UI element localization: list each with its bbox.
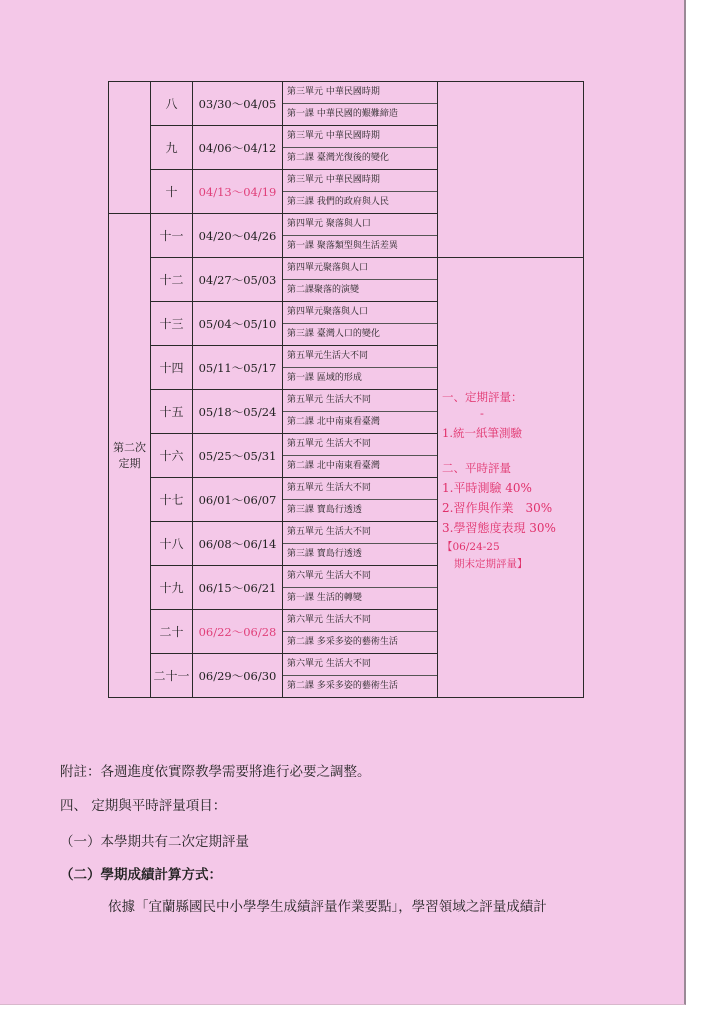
lesson-text: 第二課聚落的演變 xyxy=(287,285,360,295)
unit-text: 第六單元 生活大不同 xyxy=(283,610,437,632)
section-body-text: 依據「宜蘭縣國民中小學學生成績評量作業要點」，學習領域之評量成績計 xyxy=(108,899,547,915)
lesson-text: 第一課 中華民國的艱難締造 xyxy=(287,109,398,119)
lesson-cell xyxy=(283,126,438,170)
assessment-title: 一、定期評量： xyxy=(442,389,523,404)
lesson-text: 第二課 臺灣光復後的變化 xyxy=(287,153,389,163)
date-cell: 05/18～05/24 xyxy=(193,390,283,434)
unit-text: 第四單元 聚落與人口 xyxy=(283,214,437,236)
week-cell: 十二 xyxy=(151,258,193,302)
lesson-text: 第三課 臺灣人口的變化 xyxy=(287,329,380,339)
section-item-1: （一）本學期共有二次定期評量 xyxy=(60,834,249,850)
period-cell-second xyxy=(109,214,151,698)
assessment-dot: - xyxy=(480,405,484,420)
week-cell: 十七 xyxy=(151,478,193,522)
period-label-line1: 第二次 xyxy=(113,440,146,454)
date-cell: 04/06～04/12 xyxy=(193,126,283,170)
unit-text: 第五單元 生活大不同 xyxy=(283,522,437,544)
lesson-cell xyxy=(283,654,438,698)
lesson-cell xyxy=(283,522,438,566)
week-cell: 十三 xyxy=(151,302,193,346)
lesson-cell xyxy=(283,478,438,522)
week-cell: 十一 xyxy=(151,214,193,258)
week-cell: 十六 xyxy=(151,434,193,478)
unit-text: 第五單元 生活大不同 xyxy=(283,478,437,500)
week-cell: 十 xyxy=(151,170,193,214)
lesson-text: 第一課 區域的形成 xyxy=(287,373,362,383)
unit-text: 第四單元聚落與人口 xyxy=(283,302,437,324)
assessment-notes xyxy=(438,385,583,571)
assessment-final-label: 期末定期評量】 xyxy=(454,557,528,570)
lesson-text: 第二課 多采多姿的藝術生活 xyxy=(287,681,398,691)
lesson-cell xyxy=(283,170,438,214)
date-cell: 04/27～05/03 xyxy=(193,258,283,302)
lesson-cell xyxy=(283,434,438,478)
date-cell: 03/30～04/05 xyxy=(193,82,283,126)
section-heading-4: 四、 定期與平時評量項目： xyxy=(60,798,227,814)
date-cell: 06/22～06/28 xyxy=(193,610,283,654)
lesson-text: 第二課 北中南東看臺灣 xyxy=(287,417,380,427)
week-cell: 十五 xyxy=(151,390,193,434)
week-cell: 九 xyxy=(151,126,193,170)
unit-text: 第六單元 生活大不同 xyxy=(283,654,437,676)
date-cell: 06/15～06/21 xyxy=(193,566,283,610)
unit-text: 第三單元 中華民國時期 xyxy=(283,170,437,192)
lesson-text: 第三課 我們的政府與人民 xyxy=(287,197,389,207)
scan-margin xyxy=(686,0,712,1010)
assessment-notes-cell xyxy=(438,258,584,698)
table-row xyxy=(109,82,584,126)
lesson-text: 第二課 北中南東看臺灣 xyxy=(287,461,380,471)
assessment-item-1: 1.平時測驗 40% xyxy=(442,480,532,495)
lesson-text: 第一課 生活的轉變 xyxy=(287,593,362,603)
assessment-unified-test: 1.統一紙筆測驗 xyxy=(442,425,522,440)
date-cell: 06/08～06/14 xyxy=(193,522,283,566)
assessment-item-3: 3.學習態度表現 30% xyxy=(442,520,556,535)
footer-note: 附註：各週進度依實際教學需要將進行必要之調整。 xyxy=(60,764,371,780)
lesson-cell xyxy=(283,390,438,434)
date-cell: 05/04～05/10 xyxy=(193,302,283,346)
unit-text: 第三單元 中華民國時期 xyxy=(283,126,437,148)
date-cell: 04/13～04/19 xyxy=(193,170,283,214)
date-cell: 05/11～05/17 xyxy=(193,346,283,390)
unit-text: 第五單元 生活大不同 xyxy=(283,434,437,456)
lesson-text: 第三課 寶島行透透 xyxy=(287,549,362,559)
week-cell: 十四 xyxy=(151,346,193,390)
date-cell: 05/25～05/31 xyxy=(193,434,283,478)
week-cell: 十九 xyxy=(151,566,193,610)
date-cell: 06/01～06/07 xyxy=(193,478,283,522)
lesson-cell xyxy=(283,82,438,126)
date-cell: 04/20～04/26 xyxy=(193,214,283,258)
lesson-text: 第一課 聚落類型與生活差異 xyxy=(287,241,398,251)
date-cell: 06/29～06/30 xyxy=(193,654,283,698)
lesson-cell xyxy=(283,346,438,390)
assessment-regular-title: 二、平時評量 xyxy=(442,460,511,475)
lesson-cell xyxy=(283,302,438,346)
unit-text: 第三單元 中華民國時期 xyxy=(283,82,437,104)
week-cell: 二十 xyxy=(151,610,193,654)
week-cell: 十八 xyxy=(151,522,193,566)
lesson-text: 第三課 寶島行透透 xyxy=(287,505,362,515)
week-cell: 八 xyxy=(151,82,193,126)
schedule-table xyxy=(108,81,584,698)
lesson-cell xyxy=(283,610,438,654)
unit-text: 第六單元 生活大不同 xyxy=(283,566,437,588)
unit-text: 第五單元生活大不同 xyxy=(283,346,437,368)
assessment-item-2: 2.習作與作業 30% xyxy=(442,500,553,515)
unit-text: 第四單元聚落與人口 xyxy=(283,258,437,280)
period-cell-first xyxy=(109,82,151,214)
unit-text: 第五單元 生活大不同 xyxy=(283,390,437,412)
week-cell: 二十一 xyxy=(151,654,193,698)
notes-cell-first xyxy=(438,82,584,258)
lesson-cell xyxy=(283,258,438,302)
lesson-cell xyxy=(283,566,438,610)
table-row xyxy=(109,258,584,302)
assessment-final-date: 【06/24-25 xyxy=(442,540,500,553)
lesson-text: 第二課 多采多姿的藝術生活 xyxy=(287,637,398,647)
section-item-2: （二）學期成績計算方式： xyxy=(60,867,222,883)
period-label-line2: 定期 xyxy=(118,456,141,470)
lesson-cell xyxy=(283,214,438,258)
